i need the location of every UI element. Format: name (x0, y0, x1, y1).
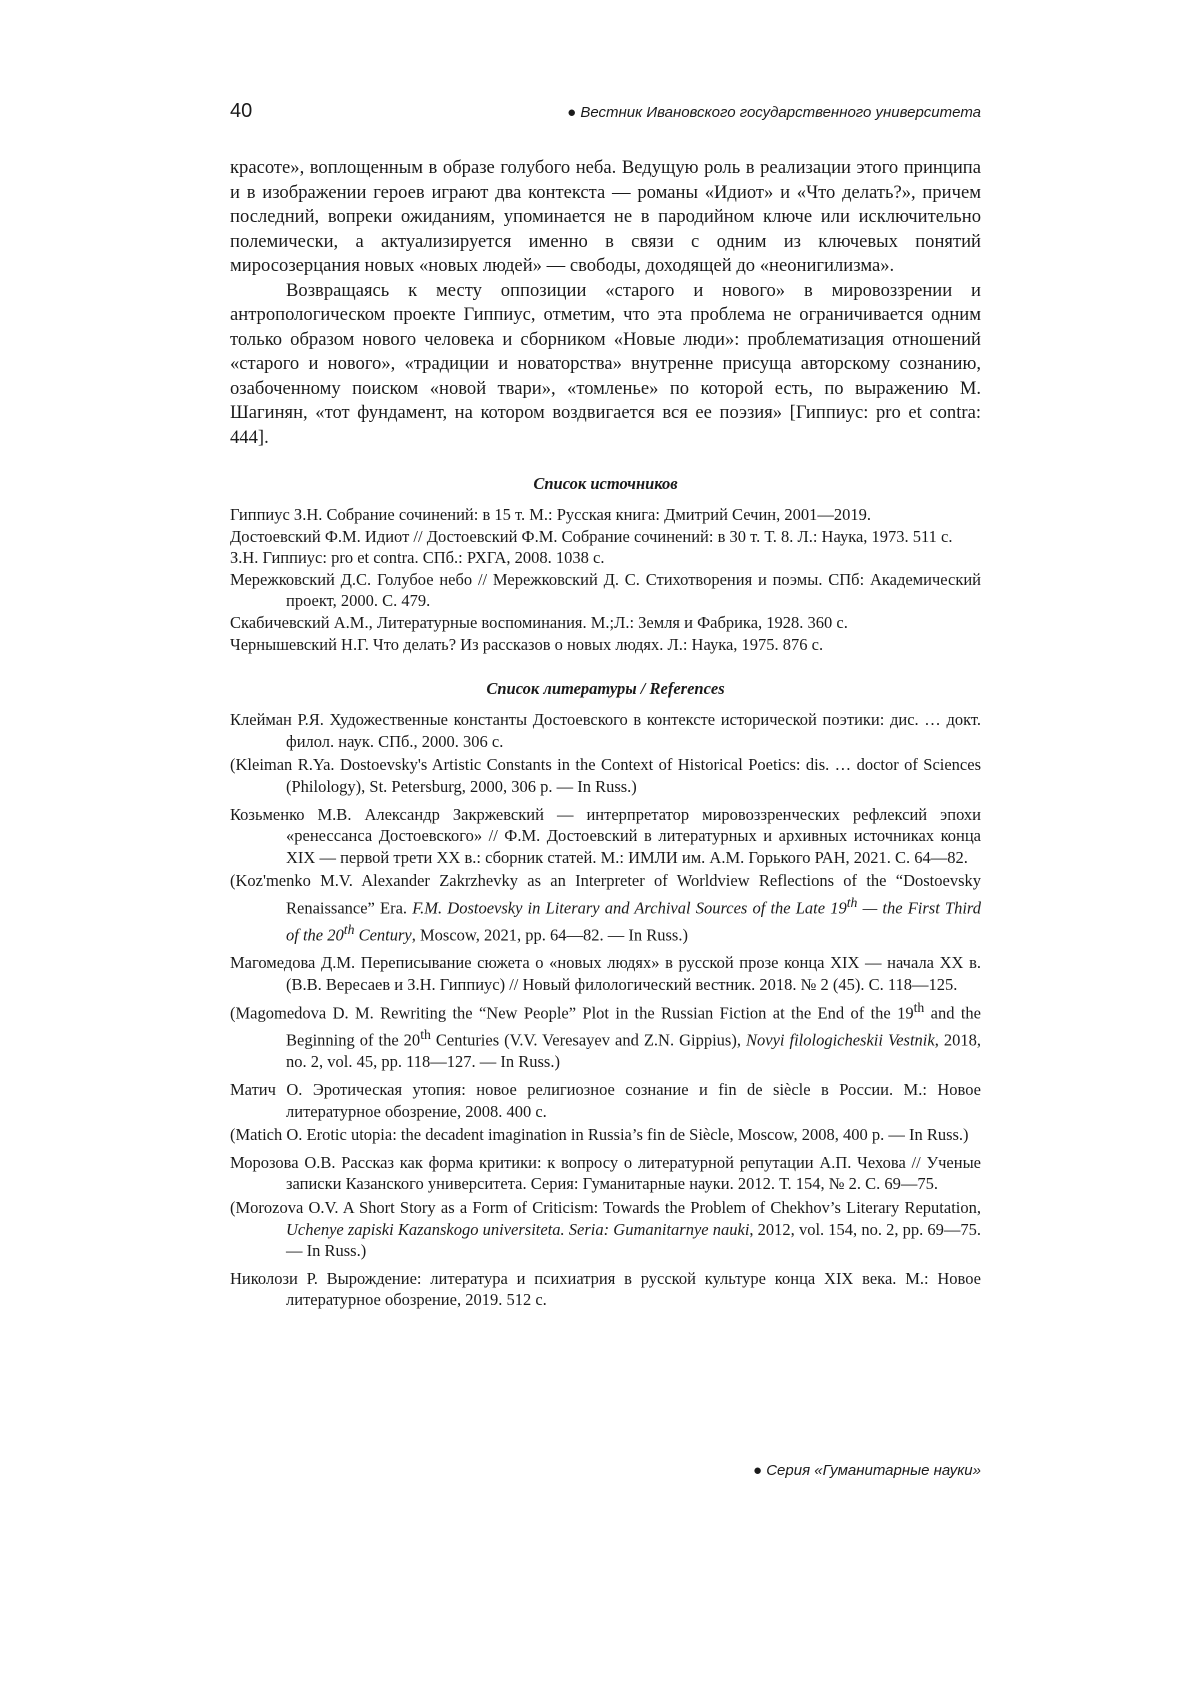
reference-item (230, 870, 981, 946)
reference-text: th (914, 1000, 925, 1015)
source-item: Гиппиус З.Н. Собрание сочинений: в 15 т. М.: Русская книга: Дмитрий Сечин, 2001—2019. (230, 504, 981, 526)
source-item: Достоевский Ф.М. Идиот // Достоевский Ф.М. Собрание сочинений: в 30 т. Т. 8. Л.: Наука, 1973. 511 с. (230, 526, 981, 548)
reference-item (230, 1197, 981, 1262)
reference-text: and the Beginning of the 20 (286, 1004, 981, 1050)
reference-text: Магомедова Д.М. Переписывание сюжета о «новых людях» в русской прозе конца XIX — начала XX в. (В.В. Вересаев и З.Н. Гиппиус) // Новый филологический вестник. 2018. № 2 (45). С. 118—125. (230, 953, 981, 994)
reference-text: th (344, 922, 355, 937)
reference-item (230, 709, 981, 752)
reference-text: Клейман Р.Я. Художественные константы Достоевского в контексте исторической поэтики: дис. … докт. филол. наук. СПб., 2000. 306 с. (230, 710, 981, 751)
reference-text: Козьменко М.В. Александр Закржевский — интерпретатор мировоззренческих рефлексий эпохи «ренессанса Достоевского» // Ф.М. Достоевский в литературных и архивных источниках конца XIX — первой трети XX в.: сборник статей. М.: ИМЛИ им. А.М. Горького РАН, 2021. С. 64—82. (230, 805, 981, 867)
reference-text: (Magomedova D. M. Rewriting the “New People” Plot in the Russian Fiction at the End of the 19 (230, 1004, 914, 1023)
reference-text: Николози Р. Вырождение: литература и психиатрия в русской культуре конца XIX века. М.: Новое литературное обозрение, 2019. 512 с. (230, 1269, 981, 1310)
reference-item (230, 1152, 981, 1195)
reference-item (230, 1079, 981, 1122)
source-item: Чернышевский Н.Г. Что делать? Из рассказов о новых людях. Л.: Наука, 1975. 876 с. (230, 634, 981, 656)
references-list (230, 709, 981, 1311)
reference-text: (Koz'menko M.V. Alexander Zakrzhevky as an Interpreter of Worldview Reflections of the “Dostoevsky Renaissance” Era. (230, 871, 981, 917)
reference-text: — the First Third of the 20 (286, 898, 981, 944)
reference-text: (Matich O. Erotic utopia: the decadent imagination in Russia’s fin de Siècle, Moscow, 2008, 400 p. — In Russ.) (230, 1125, 969, 1144)
series-footer: ● Серия «Гуманитарные науки» (230, 1462, 981, 1479)
reference-text: , Moscow, 2021, pp. 64—82. — In Russ.) (412, 926, 688, 945)
reference-text: F.M. Dostoevsky in Literary and Archival Sources of the Late 19 (412, 898, 847, 917)
body-paragraph: Возвращаясь к месту оппозиции «старого и нового» в мировоззрении и антропологическом проекте Гиппиус, отметим, что эта проблема не ограничивается одним только образом нового человека и сборником «Новые люди»: проблематизация отношений «старого и нового», «традиции и новаторства» внутренне присуща авторскому сознанию, озабоченному поиском «новой твари», «томленье» по которой есть, по выражению М. Шагинян, «тот фундамент, на котором воздвигается вся ее поэзия» [Гиппиус: pro et contra: 444]. (230, 279, 981, 451)
reference-text: Морозова О.В. Рассказ как форма критики: к вопросу о литературной репутации А.П. Чехова // Ученые записки Казанского университета. Серия: Гуманитарные науки. 2012. Т. 154, № 2. С. 69—75. (230, 1153, 981, 1194)
reference-text: th (420, 1027, 431, 1042)
reference-item (230, 952, 981, 995)
reference-text: (Morozova O.V. A Short Story as a Form of Criticism: Towards the Problem of Chekhov’s Literary Reputation, (230, 1198, 981, 1217)
reference-text: , 2018, no. 2, vol. 45, pp. 118—127. — In Russ.) (286, 1031, 981, 1072)
journal-page (230, 100, 981, 1311)
reference-item (230, 1268, 981, 1311)
reference-text: Novyi filologicheskii Vestnik (746, 1031, 935, 1050)
reference-text: Матич О. Эротическая утопия: новое религиозное сознание и fin de siècle в России. М.: Новое литературное обозрение, 2008. 400 с. (230, 1080, 981, 1121)
source-item: Скабичевский А.М., Литературные воспоминания. М.;Л.: Земля и Фабрика, 1928. 360 с. (230, 612, 981, 634)
reference-text: th (847, 895, 858, 910)
references-heading: Список литературы / References (230, 679, 981, 699)
page-number: 40 (230, 100, 252, 123)
reference-text: (Kleiman R.Ya. Dostoevsky's Artistic Constants in the Context of Historical Poetics: dis. … doctor of Sciences (Philology), St. Petersburg, 2000, 306 p. — In Russ.) (230, 755, 981, 796)
page-header (230, 100, 981, 136)
reference-item (230, 804, 981, 869)
journal-title: ● Вестник Ивановского государственного университета (567, 104, 981, 121)
reference-text: Centuries (V.V. Veresayev and Z.N. Gippius), (431, 1031, 746, 1050)
reference-item (230, 1124, 981, 1146)
reference-text: Century (354, 926, 411, 945)
reference-item (230, 997, 981, 1073)
sources-heading: Список источников (230, 474, 981, 494)
reference-text: Uchenye zapiski Kazanskogo universiteta. Seria: Gumanitarnye nauki (286, 1220, 749, 1239)
reference-text: , 2012, vol. 154, no. 2, pp. 69—75. — In Russ.) (286, 1220, 981, 1261)
sources-list (230, 504, 981, 655)
source-item: З.Н. Гиппиус: pro et contra. СПб.: РХГА, 2008. 1038 с. (230, 547, 981, 569)
source-item: Мережковский Д.С. Голубое небо // Мережковский Д. С. Стихотворения и поэмы. СПб: Академический проект, 2000. С. 479. (230, 569, 981, 612)
body-paragraph: красоте», воплощенным в образе голубого неба. Ведущую роль в реализации этого принципа и в изображении героев играют два контекста — романы «Идиот» и «Что делать?», причем последний, вопреки ожиданиям, упоминается не в пародийном ключе или исключительно полемически, а актуализируется именно в связи с одним из ключевых понятий миросозерцания новых «новых людей» — свободы, доходящей до «неонигилизма». (230, 156, 981, 279)
reference-item (230, 754, 981, 797)
